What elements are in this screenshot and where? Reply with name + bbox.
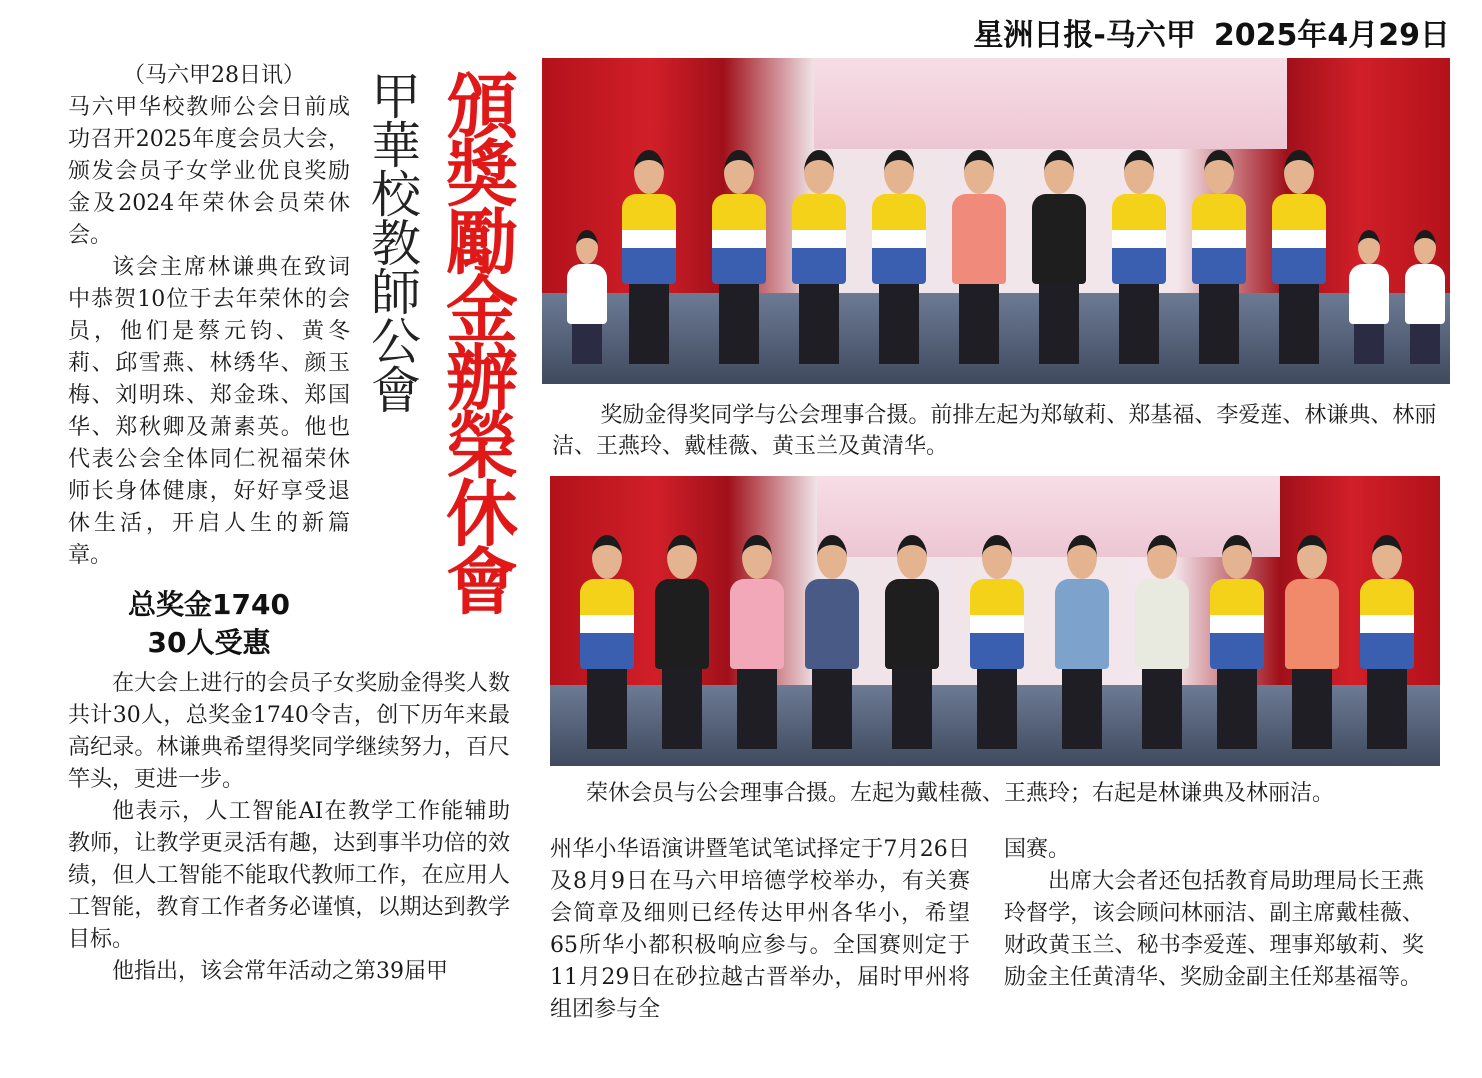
photo-person: [1055, 535, 1109, 749]
dateline: （马六甲28日讯）: [123, 63, 305, 88]
paragraph: 该会主席林谦典在致词中恭贺10位于去年荣休的会员，他们是蔡元钧、黄冬莉、邱雪燕、林绣华、颜玉梅、刘明珠、郑金珠、郑国华、郑秋卿及萧素英。他也代表公会全体同仁祝福荣休师长身体健康，好好享受退休生活，开启人生的新篇章。: [68, 255, 350, 568]
photo-caption-2: 荣休会员与公会理事合摄。左起为戴桂薇、王燕玲；右起是林谦典及林丽洁。: [586, 781, 1335, 806]
photo-person: [1342, 230, 1396, 364]
masthead: [973, 10, 1450, 54]
photo-person: [622, 150, 676, 364]
paragraph: 他表示，人工智能AI在教学工作能辅助教师，让教学更灵活有趣，达到事半功倍的效绩，但人工智能不能取代教师工作，在应用人工智能，教育工作者务必谨慎，以期达到教学目标。: [68, 799, 510, 952]
section-subtitle-line-1: 总奖金1740: [128, 588, 290, 621]
paragraph: 马六甲华校教师公会日前成功召开2025年度会员大会，颁发会员子女学业优良奖励金及2024年荣休会员荣休会。: [68, 95, 350, 248]
photo-person: [730, 535, 784, 749]
paragraph: 出席大会者还包括教育局助理局长王燕玲督学，该会顾问林丽洁、副主席戴桂薇、财政黄玉兰、秘书李爱莲、理事郑敏莉、奖励金主任黄清华、奖励金副主任郑基福等。: [1004, 869, 1424, 990]
photo-caption-1: 奖励金得奖同学与公会理事合摄。前排左起为郑敏莉、郑基福、李爱莲、林谦典、林丽洁、王燕玲、戴桂薇、黄玉兰及黄清华。: [552, 403, 1437, 459]
photo-person: [712, 150, 766, 364]
photo-person: [1210, 535, 1264, 749]
photo-person: [580, 535, 634, 749]
article-column-2: [550, 834, 970, 1026]
paragraph: 国赛。: [1004, 837, 1071, 862]
article-column-3: [1004, 834, 1424, 994]
section-subtitle-line-2: 30人受惠: [147, 626, 271, 659]
photo-person: [805, 535, 859, 749]
headline: 頒獎勵金辦榮休會: [434, 68, 518, 612]
photo-person: [655, 535, 709, 749]
photo-person: [1360, 535, 1414, 749]
photo-person: [1135, 535, 1189, 749]
article-column-1-bottom: [68, 668, 510, 988]
photo-person: [970, 535, 1024, 749]
paragraph: 他指出，该会常年活动之第39届甲: [112, 959, 448, 984]
photo-person: [1112, 150, 1166, 364]
photo-person: [1272, 150, 1326, 364]
photo-person: [1398, 230, 1450, 364]
subheadline: 甲華校教師公會: [363, 70, 421, 413]
photo-person: [792, 150, 846, 364]
group-photo-students: [542, 58, 1450, 384]
photo-person: [560, 230, 614, 364]
photo-person: [952, 150, 1006, 364]
article-column-1-top: [68, 60, 350, 572]
photo-person: [872, 150, 926, 364]
group-photo-retirees: [550, 476, 1440, 766]
photo-person: [1032, 150, 1086, 364]
paragraph: 州华小华语演讲暨笔试笔试择定于7月26日及8月9日在马六甲培德学校举办，有关赛会简章及细则已经传达甲州各华小，希望65所华小都积极响应参与。全国赛则定于11月29日在砂拉越古晋举办，届时甲州将组团参与全: [550, 837, 970, 1022]
photo-person: [885, 535, 939, 749]
publish-date: 2025年4月29日: [1213, 18, 1450, 53]
photo-person: [1192, 150, 1246, 364]
paper-name: 星洲日报-马六甲: [973, 18, 1196, 53]
photo-person: [1285, 535, 1339, 749]
photo-banner: [814, 58, 1286, 149]
paragraph: 在大会上进行的会员子女奖励金得奖人数共计30人，总奖金1740令吉，创下历年来最高纪录。林谦典希望得奖同学继续努力，百尺竿头，更进一步。: [68, 671, 510, 792]
